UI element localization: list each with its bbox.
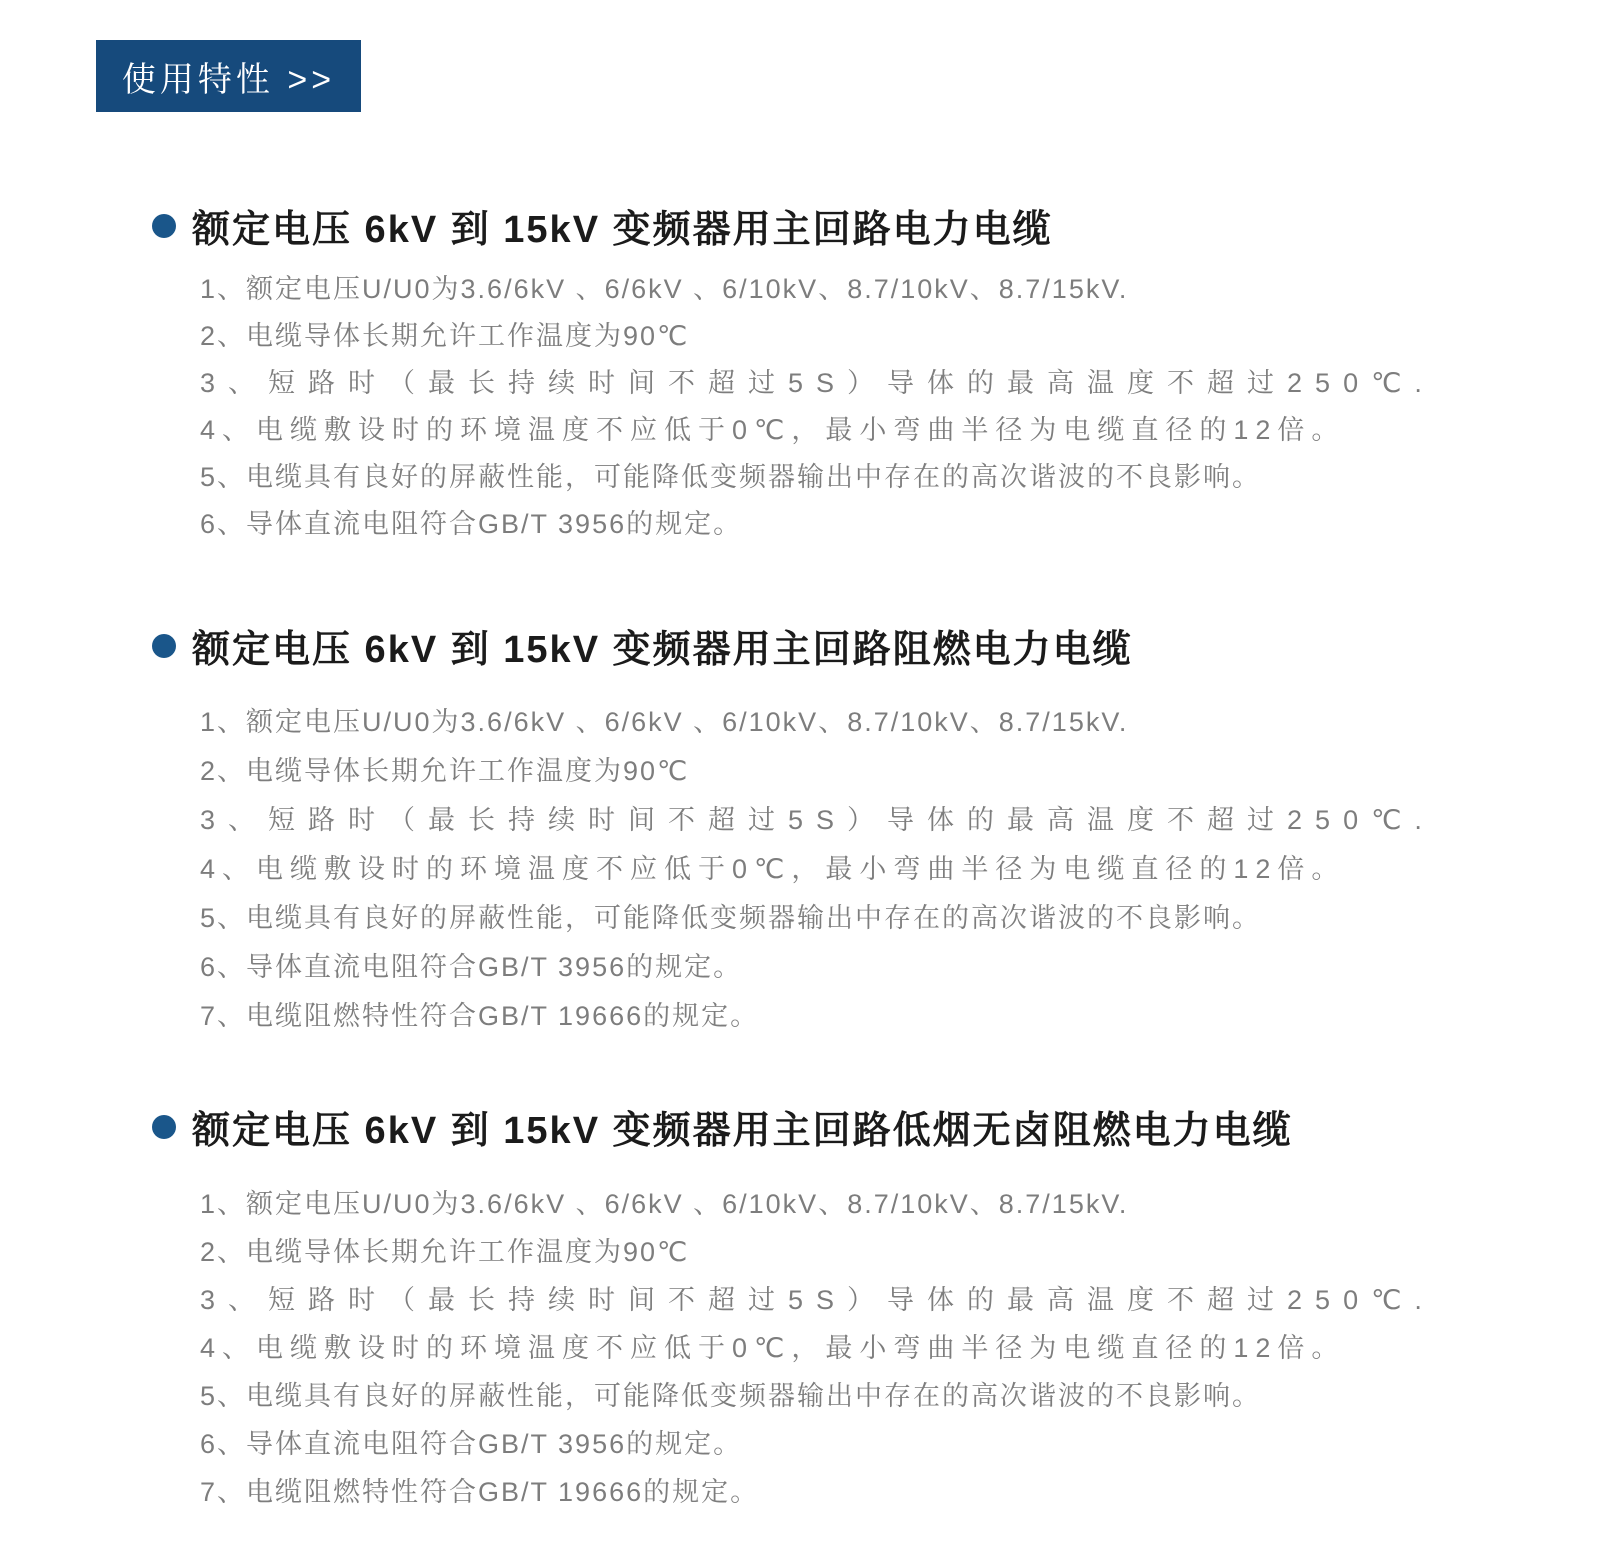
section-3-list bbox=[200, 1180, 1562, 1516]
bullet-icon bbox=[152, 214, 176, 238]
list-item: 6、导体直流电阻符合GB/T 3956的规定。 bbox=[200, 952, 743, 982]
section-2-heading bbox=[152, 618, 1133, 673]
section-3-heading bbox=[152, 1099, 1293, 1154]
section-1-title: 额定电压 6kV 到 15kV 变频器用主回路电力电缆 bbox=[192, 209, 1053, 251]
list-item: 6、导体直流电阻符合GB/T 3956的规定。 bbox=[200, 1429, 743, 1459]
badge-label: 使用特性 >> bbox=[121, 60, 336, 99]
list-item: 3、短路时（最长持续时间不超过5S）导体的最高温度不超过250℃. bbox=[200, 805, 1435, 835]
list-item: 1、额定电压U/U0为3.6/6kV 、6/6kV 、6/10kV、8.7/10kV、8.7/15kV. bbox=[200, 274, 1129, 304]
list-item: 7、电缆阻燃特性符合GB/T 19666的规定。 bbox=[200, 1477, 760, 1507]
list-item: 1、额定电压U/U0为3.6/6kV 、6/6kV 、6/10kV、8.7/10kV、8.7/15kV. bbox=[200, 707, 1129, 737]
section-2-list bbox=[200, 698, 1562, 1041]
list-item: 7、电缆阻燃特性符合GB/T 19666的规定。 bbox=[200, 1001, 760, 1031]
list-item: 3、短路时（最长持续时间不超过5S）导体的最高温度不超过250℃. bbox=[200, 368, 1435, 398]
list-item: 2、电缆导体长期允许工作温度为90℃ bbox=[200, 321, 690, 351]
list-item: 4、电缆敷设时的环境温度不应低于0℃，最小弯曲半径为电缆直径的12倍。 bbox=[200, 415, 1346, 445]
list-item: 5、电缆具有良好的屏蔽性能，可能降低变频器输出中存在的高次谐波的不良影响。 bbox=[200, 462, 1262, 492]
section-3-title: 额定电压 6kV 到 15kV 变频器用主回路低烟无卤阻燃电力电缆 bbox=[192, 1110, 1293, 1152]
list-item: 6、导体直流电阻符合GB/T 3956的规定。 bbox=[200, 509, 743, 539]
bullet-icon bbox=[152, 634, 176, 658]
list-item: 2、电缆导体长期允许工作温度为90℃ bbox=[200, 1237, 690, 1267]
section-2-title: 额定电压 6kV 到 15kV 变频器用主回路阻燃电力电缆 bbox=[192, 629, 1133, 671]
section-1-list bbox=[200, 266, 1562, 548]
list-item: 4、电缆敷设时的环境温度不应低于0℃，最小弯曲半径为电缆直径的12倍。 bbox=[200, 1333, 1346, 1363]
list-item: 3、短路时（最长持续时间不超过5S）导体的最高温度不超过250℃. bbox=[200, 1285, 1435, 1315]
list-item: 2、电缆导体长期允许工作温度为90℃ bbox=[200, 756, 690, 786]
bullet-icon bbox=[152, 1115, 176, 1139]
list-item: 5、电缆具有良好的屏蔽性能，可能降低变频器输出中存在的高次谐波的不良影响。 bbox=[200, 1381, 1262, 1411]
list-item: 1、额定电压U/U0为3.6/6kV 、6/6kV 、6/10kV、8.7/10kV、8.7/15kV. bbox=[200, 1189, 1129, 1219]
list-item: 4、电缆敷设时的环境温度不应低于0℃，最小弯曲半径为电缆直径的12倍。 bbox=[200, 854, 1346, 884]
list-item: 5、电缆具有良好的屏蔽性能，可能降低变频器输出中存在的高次谐波的不良影响。 bbox=[200, 903, 1262, 933]
section-1-heading bbox=[152, 198, 1053, 253]
usage-characteristics-badge bbox=[96, 40, 361, 112]
